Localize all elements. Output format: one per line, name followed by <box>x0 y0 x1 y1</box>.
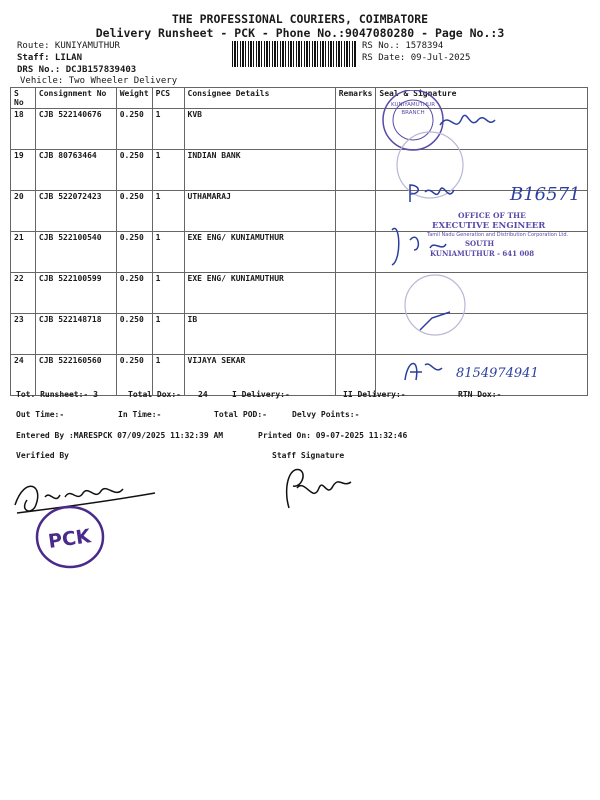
office-stamp-line2: EXECUTIVE ENGINEER <box>432 221 546 231</box>
staff-signature-mark <box>275 458 385 518</box>
handwritten-phone: 8154974941 <box>456 366 539 381</box>
row-weight: 0.250 <box>116 273 152 314</box>
printed-on: Printed On: 09-07-2025 11:32:46 <box>258 431 408 440</box>
rtn-dox: RTN Dox:- <box>458 390 502 399</box>
row-consignee: VIJAYA SEKAR <box>184 355 335 396</box>
row-consignment: CJB 522140676 <box>35 109 116 150</box>
row-consignee: INDIAN BANK <box>184 150 335 191</box>
row-sno: 19 <box>11 150 36 191</box>
row-weight: 0.250 <box>116 109 152 150</box>
row-sno: 24 <box>11 355 36 396</box>
staff-signature-label: Staff Signature <box>272 451 345 460</box>
kvb-stamp-line1: KUNIYAMUTHUR <box>390 102 436 108</box>
verifier-signature-area <box>5 465 165 575</box>
verified-by-label: Verified By <box>16 451 69 460</box>
barcode <box>232 41 356 67</box>
row-pcs: 1 <box>152 150 184 191</box>
col-remarks: Remarks <box>335 88 376 109</box>
ii-delivery: II Delivery:- <box>343 390 406 399</box>
row-pcs: 1 <box>152 109 184 150</box>
row-consignment: CJB 522100540 <box>35 232 116 273</box>
pck-seal-text: PCK <box>46 525 93 553</box>
vijaya-signature <box>405 364 442 381</box>
row-sno: 23 <box>11 314 36 355</box>
office-stamp <box>426 211 569 258</box>
delvy-points: Delvy Points:- <box>292 410 360 419</box>
total-dox-value: 24 <box>198 390 208 399</box>
row-consignment: CJB 522072423 <box>35 191 116 232</box>
staff-signature <box>287 470 351 508</box>
row-weight: 0.250 <box>116 355 152 396</box>
vehicle-label: Vehicle: Two Wheeler Delivery <box>20 76 178 86</box>
row-sno: 18 <box>11 109 36 150</box>
kvb-stamp-line2: BRANCH <box>401 110 425 116</box>
row-consignee: KVB <box>184 109 335 150</box>
ib-signature <box>420 312 450 330</box>
kvb-signature <box>440 115 495 125</box>
row-consignee: EXE ENG/ KUNIAMUTHUR <box>184 273 335 314</box>
uthamaraj-signature <box>410 185 454 202</box>
row-consignment: CJB 522100599 <box>35 273 116 314</box>
col-pcs: PCS <box>152 88 184 109</box>
col-weight: Weight <box>116 88 152 109</box>
row-sno: 22 <box>11 273 36 314</box>
row-consignment: CJB 80763464 <box>35 150 116 191</box>
handwritten-number: B16571 <box>510 184 581 205</box>
row-weight: 0.250 <box>116 232 152 273</box>
office-stamp-line4: SOUTH <box>465 239 495 248</box>
row-consignee: IB <box>184 314 335 355</box>
seal-signature-overlay <box>370 90 595 390</box>
rs-date: RS Date: 09-Jul-2025 <box>362 53 471 63</box>
col-seal-signature: Seal & Signature <box>376 88 588 109</box>
row-weight: 0.250 <box>116 191 152 232</box>
col-sno: S No <box>11 88 36 109</box>
ib-stamp <box>405 275 465 335</box>
row-pcs: 1 <box>152 232 184 273</box>
rs-number: RS No.: 1578394 <box>362 41 444 51</box>
col-consignee: Consignee Details <box>184 88 335 109</box>
office-stamp-line5: KUNIAMUTHUR - 641 008 <box>430 249 535 258</box>
total-dox-label: Total Dox:- <box>128 390 181 399</box>
staff-label: Staff: LILAN <box>17 53 83 63</box>
office-stamp-line3: Tamil Nadu Generation and Distribution Corporation Ltd. <box>427 232 569 238</box>
row-consignment: CJB 522160560 <box>35 355 116 396</box>
entered-by: Entered By :MARESPCK 07/09/2025 11:32:39 AM <box>16 431 224 440</box>
row-sno: 20 <box>11 191 36 232</box>
row-consignment: CJB 522148718 <box>35 314 116 355</box>
kvb-stamp <box>383 90 443 150</box>
company-title: THE PROFESSIONAL COURIERS, COIMBATORE <box>171 12 429 26</box>
row-weight: 0.250 <box>116 150 152 191</box>
row-consignee: EXE ENG/ KUNIAMUTHUR <box>184 232 335 273</box>
drs-number: DRS No.: DCJB157839403 <box>17 65 137 75</box>
in-time: In Time:- <box>118 410 162 419</box>
row-sno: 21 <box>11 232 36 273</box>
i-delivery: I Delivery:- <box>232 390 290 399</box>
row-pcs: 1 <box>152 273 184 314</box>
row-weight: 0.250 <box>116 314 152 355</box>
row-pcs: 1 <box>152 314 184 355</box>
row-pcs: 1 <box>152 355 184 396</box>
row-pcs: 1 <box>152 191 184 232</box>
row-consignee: UTHAMARAJ <box>184 191 335 232</box>
office-stamp-line1: OFFICE OF THE <box>458 211 526 220</box>
tot-runsheet: Tot. Runsheet:- 3 <box>16 390 98 399</box>
col-consignment-no: Consignment No <box>35 88 116 109</box>
out-time: Out Time:- <box>16 410 65 419</box>
indian-bank-stamp <box>397 132 463 198</box>
total-pod: Total POD:- <box>214 410 267 419</box>
route-label: Route: KUNIYAMUTHUR <box>17 41 120 51</box>
runsheet-title: Delivery Runsheet - PCK - Phone No.:9047080280 - Page No.:3 <box>95 26 505 40</box>
